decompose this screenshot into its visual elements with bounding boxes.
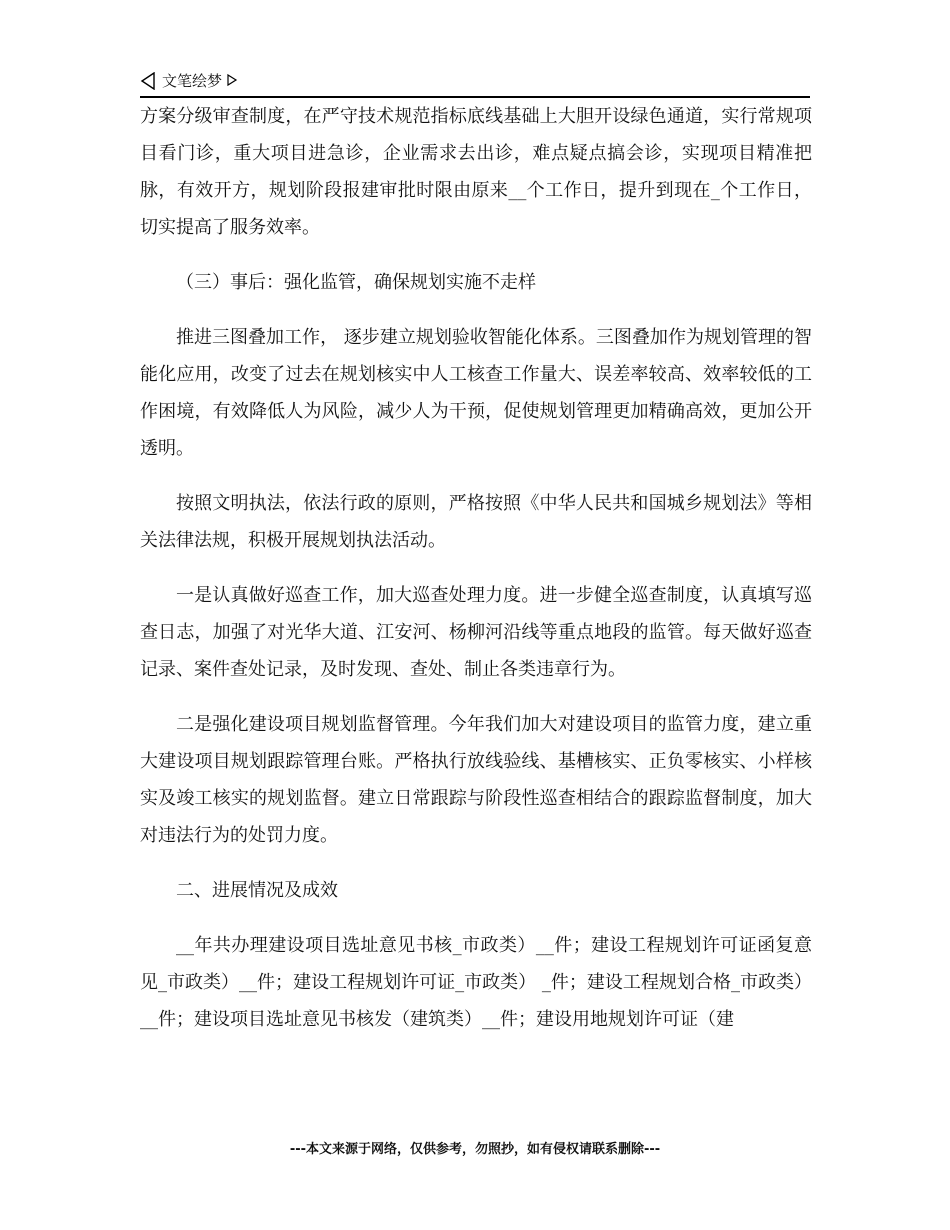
page-header	[140, 72, 810, 98]
paragraph: 一是认真做好巡查工作，加大巡查处理力度。进一步健全巡查制度，认真填写巡查日志，加强了对光华大道、江安河、杨柳河沿线等重点地段的监管。每天做好巡查记录、案件查处记录，及时发现、查处、制止各类违章行为。	[140, 585, 812, 680]
paragraph: 方案分级审查制度，在严守技术规范指标底线基础上大胆开设绿色通道，实行常规项目看门诊，重大项目进急诊，企业需求去出诊，难点疑点搞会诊，实现项目精准把脉，有效开方，规划阶段报建审批时限由原来__个工作日，提升到现在_个工作日，切实提高了服务效率。	[140, 106, 812, 238]
footer-notice: ---本文来源于网络，仅供参考，勿照抄，如有侵权请联系删除---	[289, 1142, 661, 1157]
header-title: 文笔绘梦	[162, 72, 223, 90]
paragraph: 二是强化建设项目规划监督管理。今年我们加大对建设项目的监管力度，建立重大建设项目规划跟踪管理台账。严格执行放线验线、基槽核实、正负零核实、小样核实及竣工核实的规划监督。建立日常跟踪与阶段性巡查相结合的跟踪监督制度，加大对违法行为的处罚力度。	[140, 714, 812, 846]
paragraph: 按照文明执法，依法行政的原则，严格按照《中华人民共和国城乡规划法》等相关法律法规，积极开展规划执法活动。	[140, 493, 812, 551]
triangle-right-icon	[226, 73, 238, 87]
section-heading: （三）事后：强化监管，确保规划实施不走样	[176, 272, 536, 293]
paragraph: 推进三图叠加工作， 逐步建立规划验收智能化体系。三图叠加作为规划管理的智能化应用，改变了过去在规划核实中人工核查工作量大、误差率较高、效率较低的工作困境，有效降低人为风险，减少人为干预，促使规划管理更加精确高效，更加公开透明。	[140, 327, 812, 459]
triangle-left-icon	[140, 72, 156, 90]
document-body	[140, 98, 812, 1056]
paragraph: __年共办理建设项目选址意见书核_市政类）__件；建设工程规划许可证函复意见_市政类）__件；建设工程规划许可证_市政类） _件；建设工程规划合格_市政类）__件；建设项目选址意见书核发（建筑类）__件；建设用地规划许可证（建	[140, 935, 812, 1030]
section-heading: 二、进展情况及成效	[176, 880, 338, 901]
